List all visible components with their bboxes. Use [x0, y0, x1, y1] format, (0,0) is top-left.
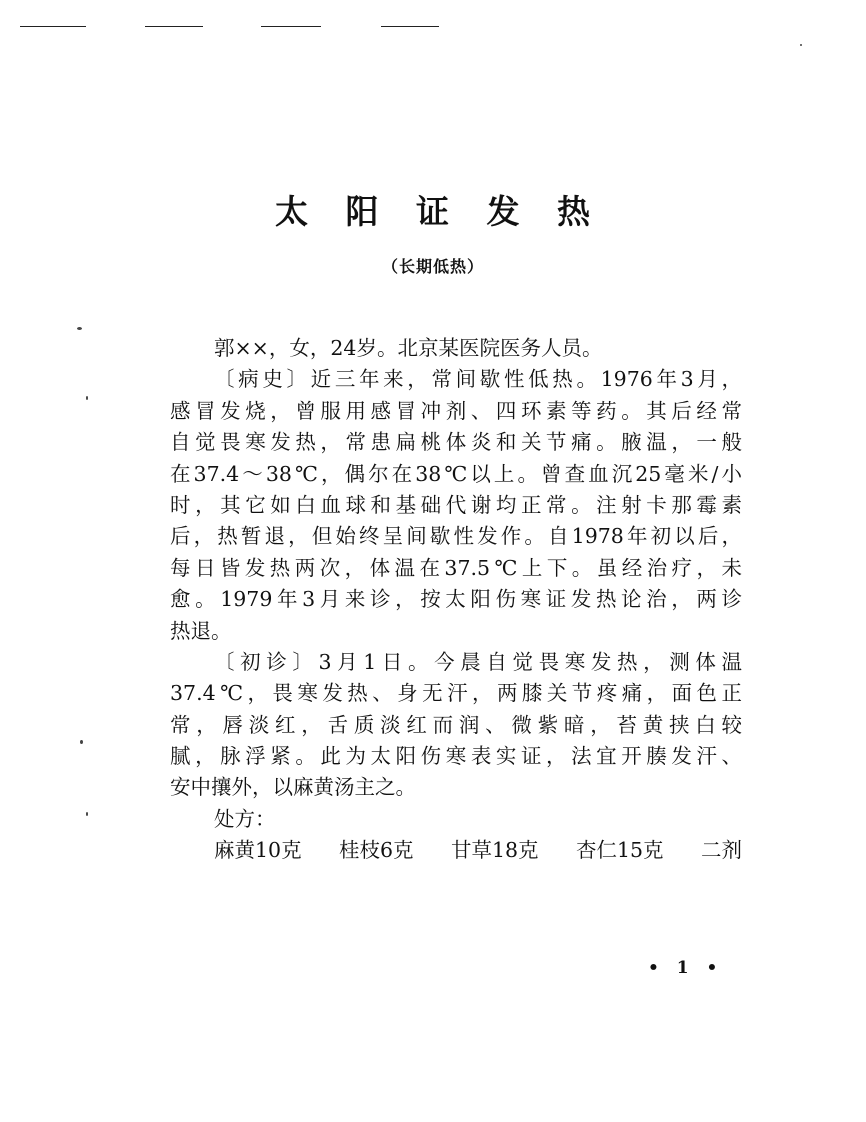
header-rule	[381, 26, 439, 27]
text-line: 37.4℃，畏寒发热、身无汗，两膝关节疼痛，面色正	[170, 681, 742, 706]
text-line: 郭××，女，24岁。北京某医院医务人员。	[214, 336, 603, 360]
text-line: 后，热暂退，但始终呈间歇性发作。自1978年初以后，	[170, 524, 742, 549]
header-rule	[145, 26, 203, 27]
prescription-item: 杏仁15克	[575, 838, 664, 863]
page-subtitle: （长期低热）	[381, 257, 484, 276]
text-line: 〔初诊〕3月1日。今晨自觉畏寒发热，测体温	[214, 649, 742, 674]
text-line: 每日皆发热两次，体温在37.5℃上下。虽经治疗，未	[170, 555, 742, 580]
text-line: 常，唇淡红，舌质淡红而润、微紫暗，苔黄挟白较	[170, 712, 742, 737]
prescription-item: 二剂	[700, 838, 742, 863]
text-line: 〔病史〕近三年来，常间歇性低热。1976年3月，	[214, 367, 742, 392]
scan-speck	[80, 740, 83, 744]
text-line: 时，其它如白血球和基础代谢均正常。注射卡那霉素	[170, 492, 742, 517]
scan-speck	[77, 327, 82, 330]
header-rule	[20, 26, 86, 27]
text-line: 感冒发烧，曾服用感冒冲剂、四环素等药。其后经常	[170, 398, 742, 423]
prescription-item: 麻黄10克	[214, 838, 302, 863]
prescription-line	[170, 835, 742, 866]
case-body	[170, 333, 742, 867]
text-line: 愈。1979年3月来诊，按太阳伤寒证发热论治，两诊	[170, 587, 742, 612]
header-rule	[261, 26, 321, 27]
page-title: 太 阳 证 发 热	[275, 192, 603, 231]
text-line: 热退。	[170, 618, 232, 643]
prescription-item: 甘草18克	[450, 838, 539, 863]
scan-speck	[86, 396, 88, 400]
scan-speck	[800, 44, 802, 46]
text-line: 安中攘外，以麻黄汤主之。	[170, 775, 416, 800]
text-line: 腻，脉浮紧。此为太阳伤寒表实证，法宜开腠发汗、	[170, 744, 742, 769]
prescription-heading: 处方：	[214, 806, 276, 831]
page-number: • 1 •	[648, 958, 724, 978]
scan-speck	[86, 812, 88, 816]
text-line: 在37.4～38℃，偶尔在38℃以上。曾查血沉25毫米/小	[170, 461, 742, 486]
text-line: 自觉畏寒发热，常患扁桃体炎和关节痛。腋温，一般	[170, 430, 742, 455]
prescription-item: 桂枝6克	[339, 838, 414, 863]
